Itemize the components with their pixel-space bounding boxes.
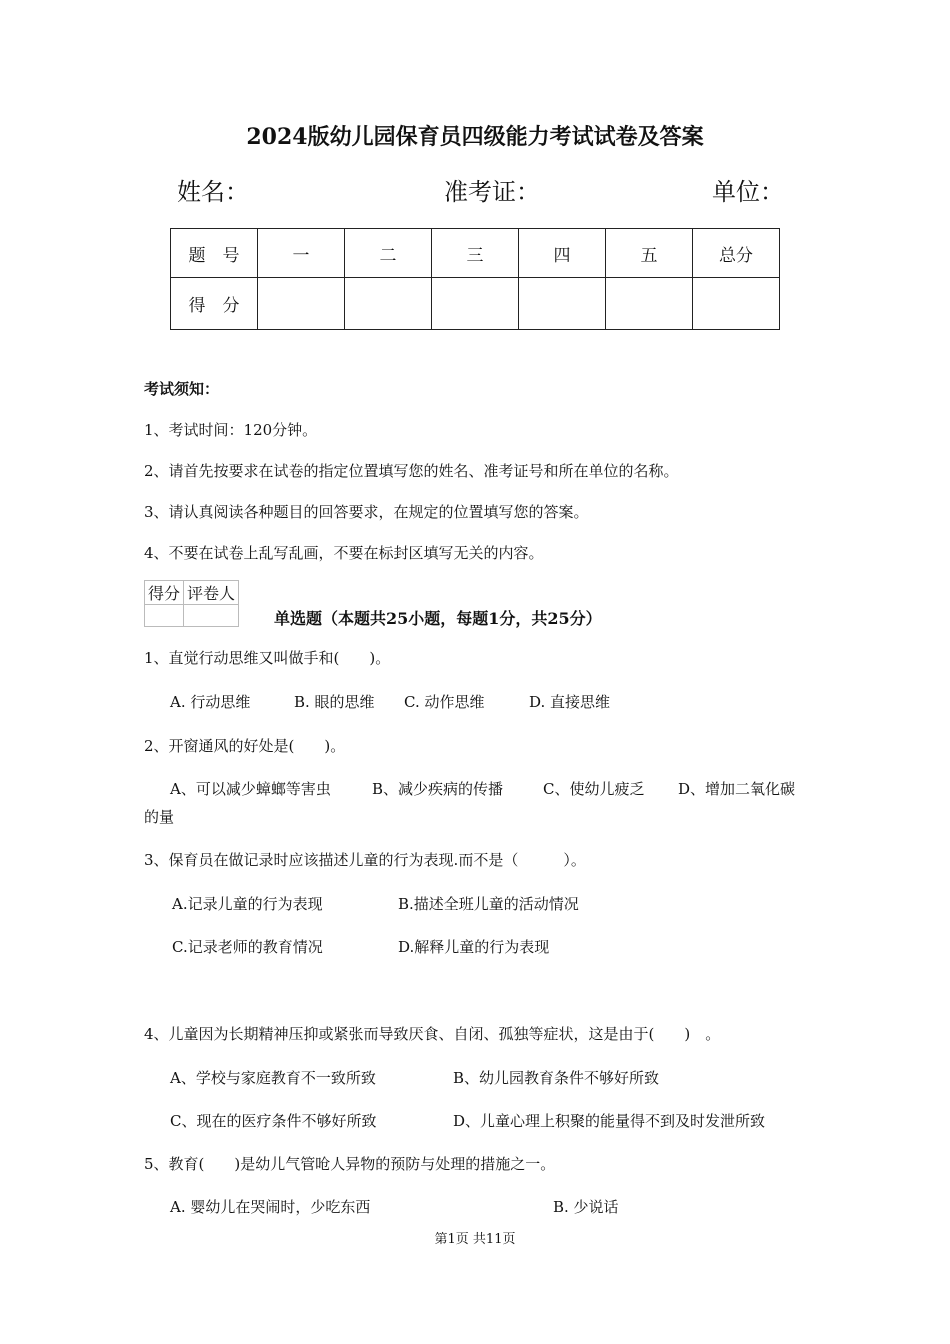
question-option: B、减少疾病的传播 xyxy=(372,780,504,798)
question-stem: 3、保育员在做记录时应该描述儿童的行为表现.而不是（ ）。 xyxy=(144,851,586,869)
question-option: D.解释儿童的行为表现 xyxy=(398,938,550,956)
grader-score-cell[interactable] xyxy=(145,605,184,627)
question-option: A、可以减少蟑螂等害虫 xyxy=(170,780,331,798)
score-table-header-cell: 一 xyxy=(258,229,345,278)
page-title: 2024版幼儿园保育员四级能力考试试卷及答案 xyxy=(246,124,704,150)
question-option: B. 眼的思维 xyxy=(294,693,375,711)
question-stem: 4、儿童因为长期精神压抑或紧张而导致厌食、自闭、孤独等症状，这是由于( ) 。 xyxy=(144,1025,721,1043)
score-table-header-cell: 四 xyxy=(519,229,606,278)
question-option: D、儿童心理上积聚的能量得不到及时发泄所致 xyxy=(453,1112,766,1130)
question-option: D. 直接思维 xyxy=(529,693,611,711)
question-stem: 2、开窗通风的好处是( )。 xyxy=(144,737,346,755)
page-footer: 第1页 共11页 xyxy=(434,1232,516,1247)
score-table-header-cell: 五 xyxy=(606,229,693,278)
question-option: D、增加二氧化碳 xyxy=(678,780,796,798)
notice-item: 3、请认真阅读各种题目的回答要求，在规定的位置填写您的答案。 xyxy=(144,503,589,521)
question-stem: 1、直觉行动思维又叫做手和( )。 xyxy=(144,649,391,667)
question-option: C、使幼儿疲乏 xyxy=(543,780,645,798)
score-row-label: 得 分 xyxy=(171,278,258,330)
score-table-header-cell: 三 xyxy=(432,229,519,278)
score-cell[interactable] xyxy=(519,278,606,330)
grader-box xyxy=(144,580,239,627)
grader-name-label: 评卷人 xyxy=(184,581,239,605)
score-cell[interactable] xyxy=(345,278,432,330)
question-option: A. 婴幼儿在哭闹时，少吃东西 xyxy=(170,1198,371,1216)
exam-id-field-label: 准考证： xyxy=(444,178,540,206)
notice-item: 4、不要在试卷上乱写乱画，不要在标封区填写无关的内容。 xyxy=(144,544,544,562)
name-field-label: 姓名： xyxy=(177,178,249,206)
question-option-wrap: 的量 xyxy=(144,808,175,826)
question-option: C. 动作思维 xyxy=(404,693,485,711)
notice-item: 1、考试时间：120分钟。 xyxy=(144,421,318,439)
score-table-header-row xyxy=(171,229,780,278)
score-table-score-row xyxy=(171,278,780,330)
grader-score-label: 得分 xyxy=(145,581,184,605)
question-option: C.记录老师的教育情况 xyxy=(172,938,323,956)
question-option: C、现在的医疗条件不够好所致 xyxy=(170,1112,377,1130)
question-option: A、学校与家庭教育不一致所致 xyxy=(170,1069,376,1087)
question-option: B、幼儿园教育条件不够好所致 xyxy=(453,1069,660,1087)
score-cell[interactable] xyxy=(606,278,693,330)
section-title: 单选题（本题共25小题，每题1分，共25分） xyxy=(274,609,602,628)
unit-field-label: 单位： xyxy=(712,178,784,206)
question-option: A. 行动思维 xyxy=(170,693,251,711)
score-table-header-cell: 二 xyxy=(345,229,432,278)
question-stem: 5、教育( )是幼儿气管呛人异物的预防与处理的措施之一。 xyxy=(144,1155,556,1173)
question-option: B.描述全班儿童的活动情况 xyxy=(398,895,579,913)
score-cell[interactable] xyxy=(432,278,519,330)
notice-item: 2、请首先按要求在试卷的指定位置填写您的姓名、准考证号和所在单位的名称。 xyxy=(144,462,679,480)
grader-name-cell[interactable] xyxy=(184,605,239,627)
score-table-header-cell: 总分 xyxy=(693,229,780,278)
score-table-header-cell: 题 号 xyxy=(171,229,258,278)
score-cell[interactable] xyxy=(693,278,780,330)
notice-heading: 考试须知： xyxy=(144,380,220,398)
score-table xyxy=(170,228,780,330)
question-option: A.记录儿童的行为表现 xyxy=(172,895,323,913)
score-cell[interactable] xyxy=(258,278,345,330)
question-option: B. 少说话 xyxy=(553,1198,619,1216)
